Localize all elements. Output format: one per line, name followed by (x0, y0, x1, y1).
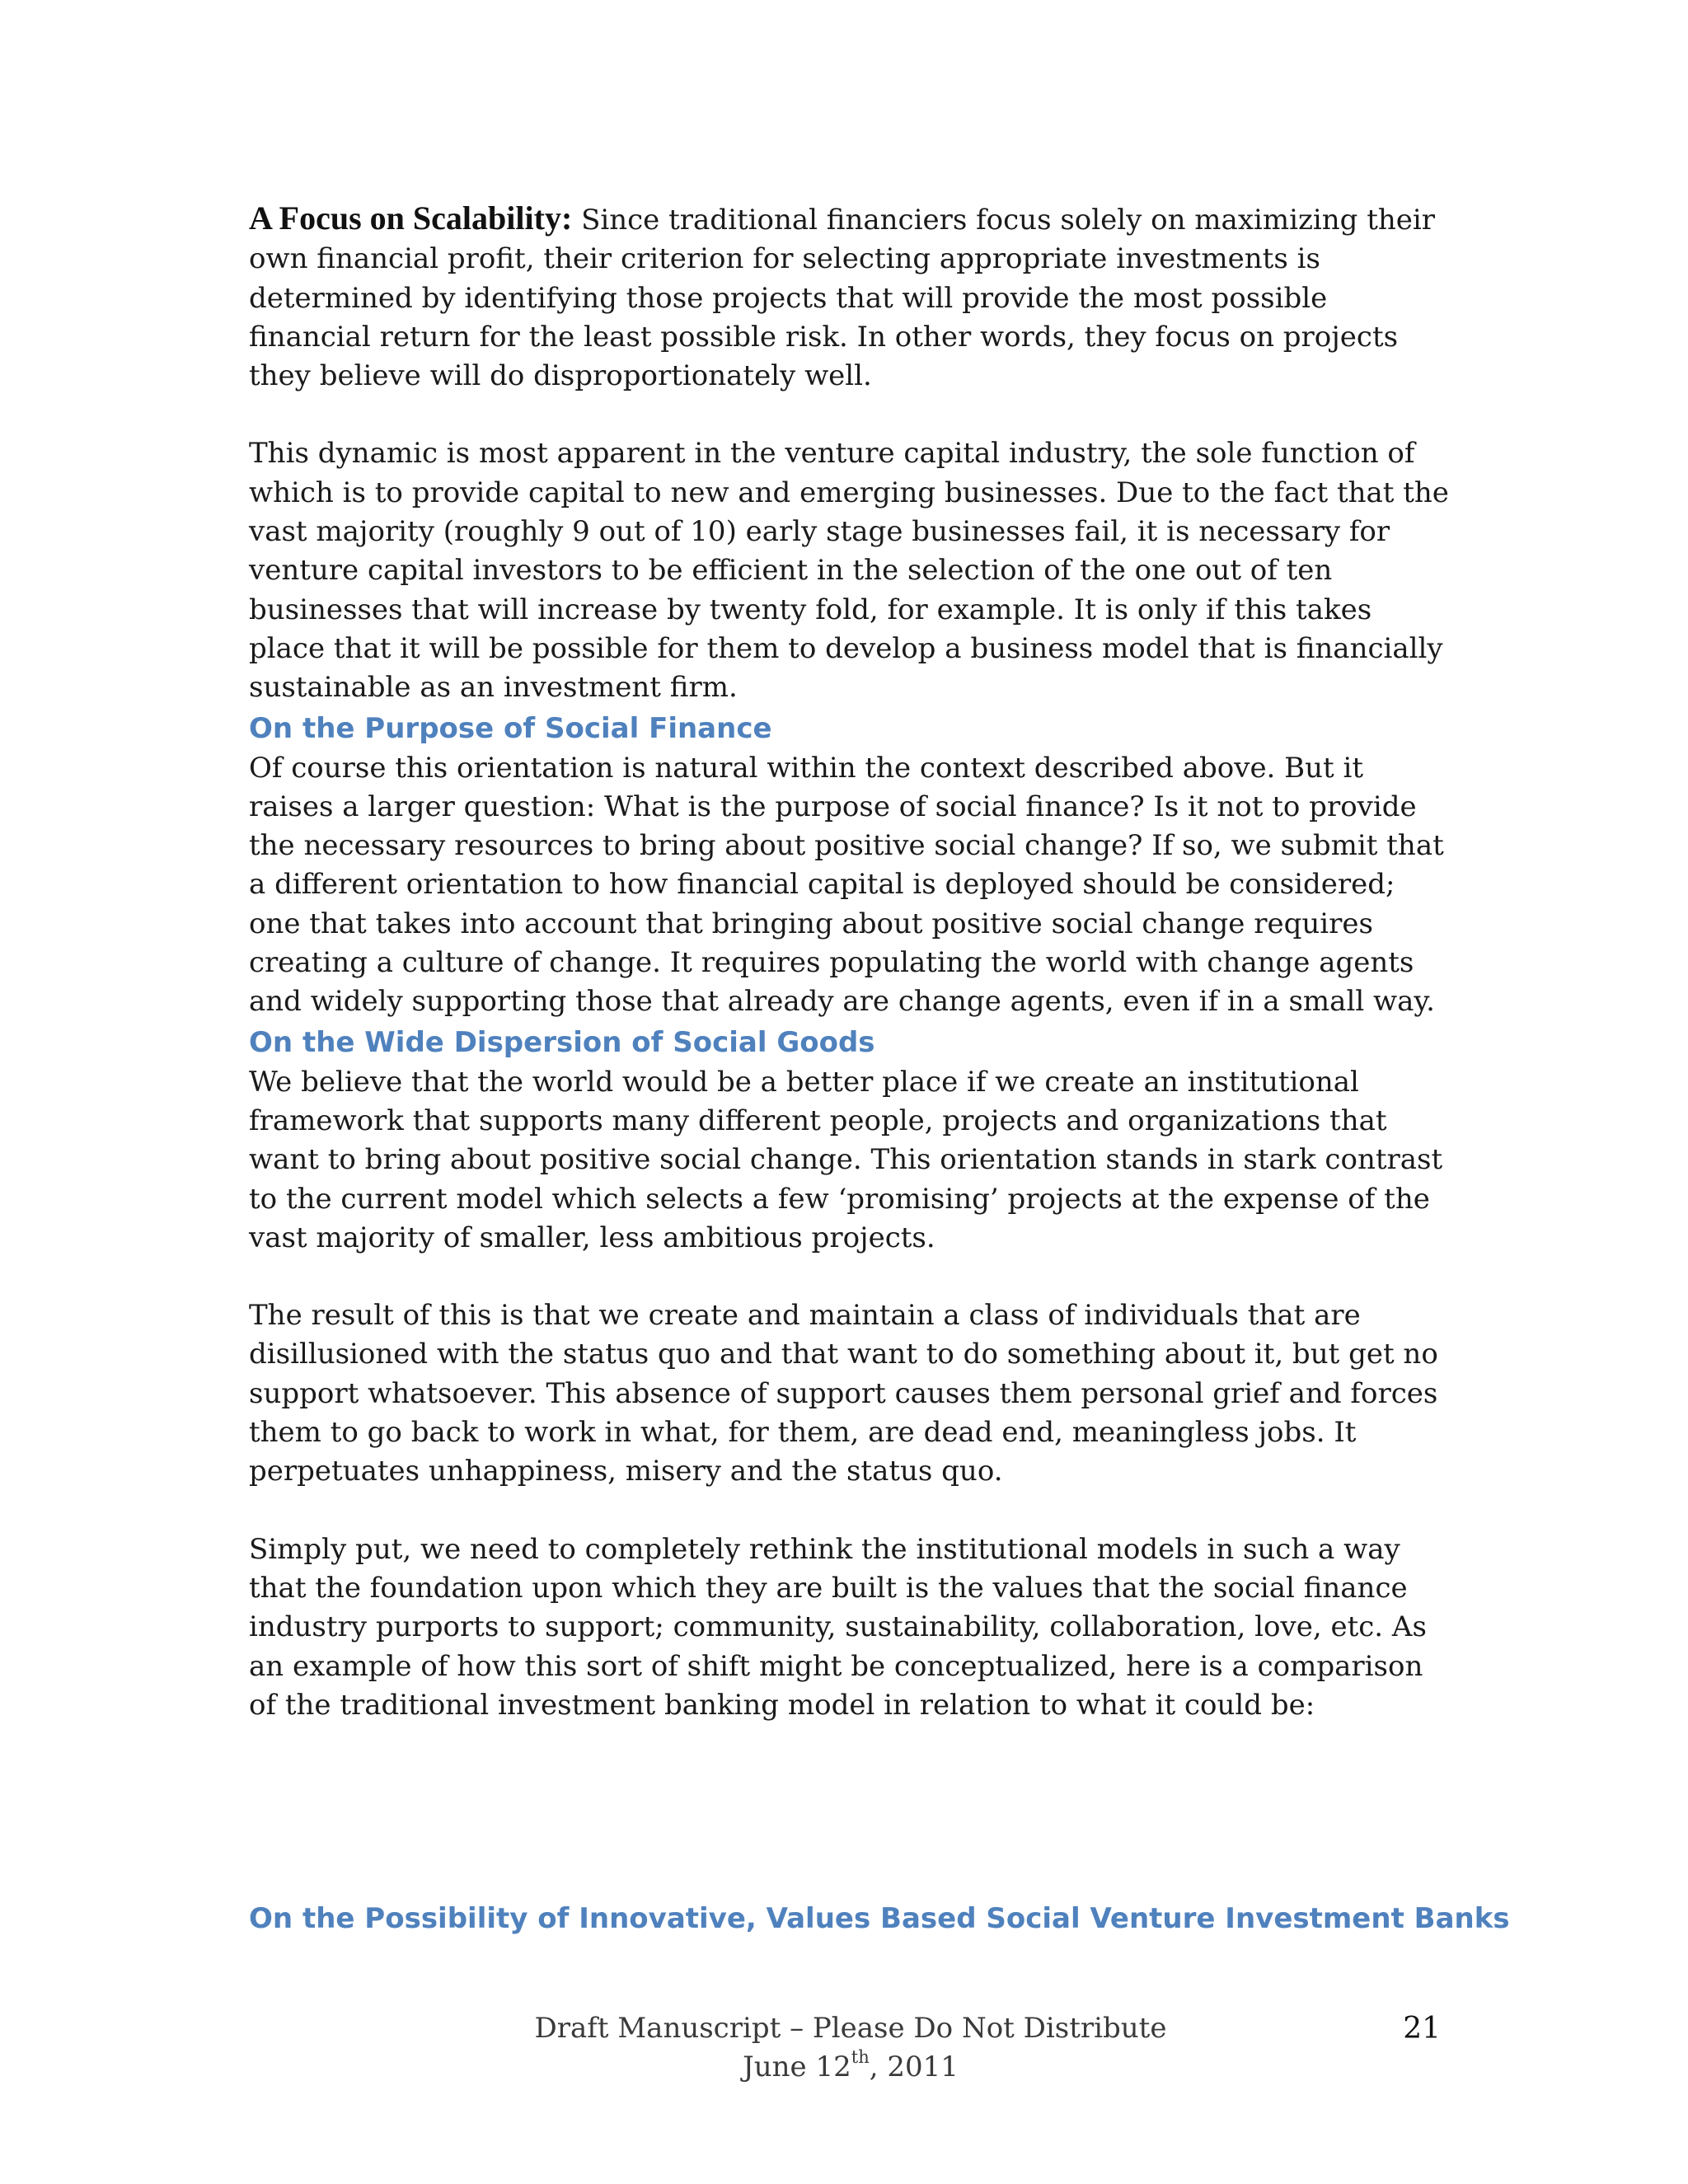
dispersion-paragraph-2: The result of this is that we create and maintain a class of individuals that are disillusioned with the status quo and that want to do something about it, but get no support whatsoever. This absence of support causes them personal grief and forces them to go back to work in what, for them, are dead end, meaningless jobs. It perpetuates unhappiness, misery and the status quo. (249, 1299, 1438, 1488)
footer-date-suffix-ordinal: th (851, 2046, 870, 2067)
footer-date (249, 2048, 1452, 2087)
purpose-paragraph-1: Of course this orientation is natural within the context described above. But it raises a larger question: What is the purpose of social finance? Is it not to provide the necessary resources to bring about positive social change? If so, we submit that a different orientation to how financial capital is deployed should be considered; one that takes into account that bringing about positive social change requires creating a culture of change. It requires populating the world with change agents and widely supporting those that already are change agents, even if in a small way. (249, 751, 1444, 1019)
body-text (249, 199, 1452, 1725)
scalability-paragraph-2: This dynamic is most apparent in the venture capital industry, the sole function of which is to provide capital to new and emerging businesses. Due to the fact that the vast majority (roughly 9 out of 10) early stage businesses fail, it is necessary for venture capital investors to be efficient in the selection of the one out of ten businesses that will increase by twenty fold, for example. It is only if this takes place that it will be possible for them to develop a business model that is financially sustainable as an investment firm. (249, 437, 1449, 705)
scalability-paragraph-1 (249, 199, 1452, 396)
footer-draft-notice: Draft Manuscript – Please Do Not Distribute (534, 2012, 1167, 2045)
dispersion-heading: On the Wide Dispersion of Social Goods (249, 1025, 875, 1059)
page-number: 21 (1403, 2012, 1441, 2046)
purpose-heading: On the Purpose of Social Finance (249, 711, 772, 745)
scalability-run-in-heading: A Focus on Scalability: (249, 199, 573, 237)
dispersion-paragraph-1: We believe that the world would be a better place if we create an institutional framework that supports many different people, projects and organizations that want to bring about positive social change. This orientation stands in stark contrast to the current model which selects a few ‘promising’ projects at the expense of the vast majority of smaller, less ambitious projects. (249, 1065, 1443, 1254)
possibility-heading: On the Possibility of Innovative, Values Based Social Venture Investment Banks (249, 1902, 1510, 1935)
footer-date-prefix: June 12 (743, 2050, 851, 2083)
scalability-paragraph-1-text: Since traditional financiers focus solely on maximizing their own financial profit, their criterion for selecting appropriate investments is determined by identifying those projects that will provide the most possible financial return for the least possible risk. In other words, they focus on projects they believe will do disproportionately well. (249, 204, 1436, 393)
dispersion-paragraph-3: Simply put, we need to completely rethink the institutional models in such a way that the foundation upon which they are built is the values that the social finance industry purports to support; community, sustainability, collaboration, love, etc. As an example of how this sort of shift might be conceptualized, here is a comparison of the traditional investment banking model in relation to what it could be: (249, 1532, 1427, 1722)
page-footer (249, 2009, 1452, 2087)
footer-date-year: , 2011 (869, 2050, 959, 2083)
